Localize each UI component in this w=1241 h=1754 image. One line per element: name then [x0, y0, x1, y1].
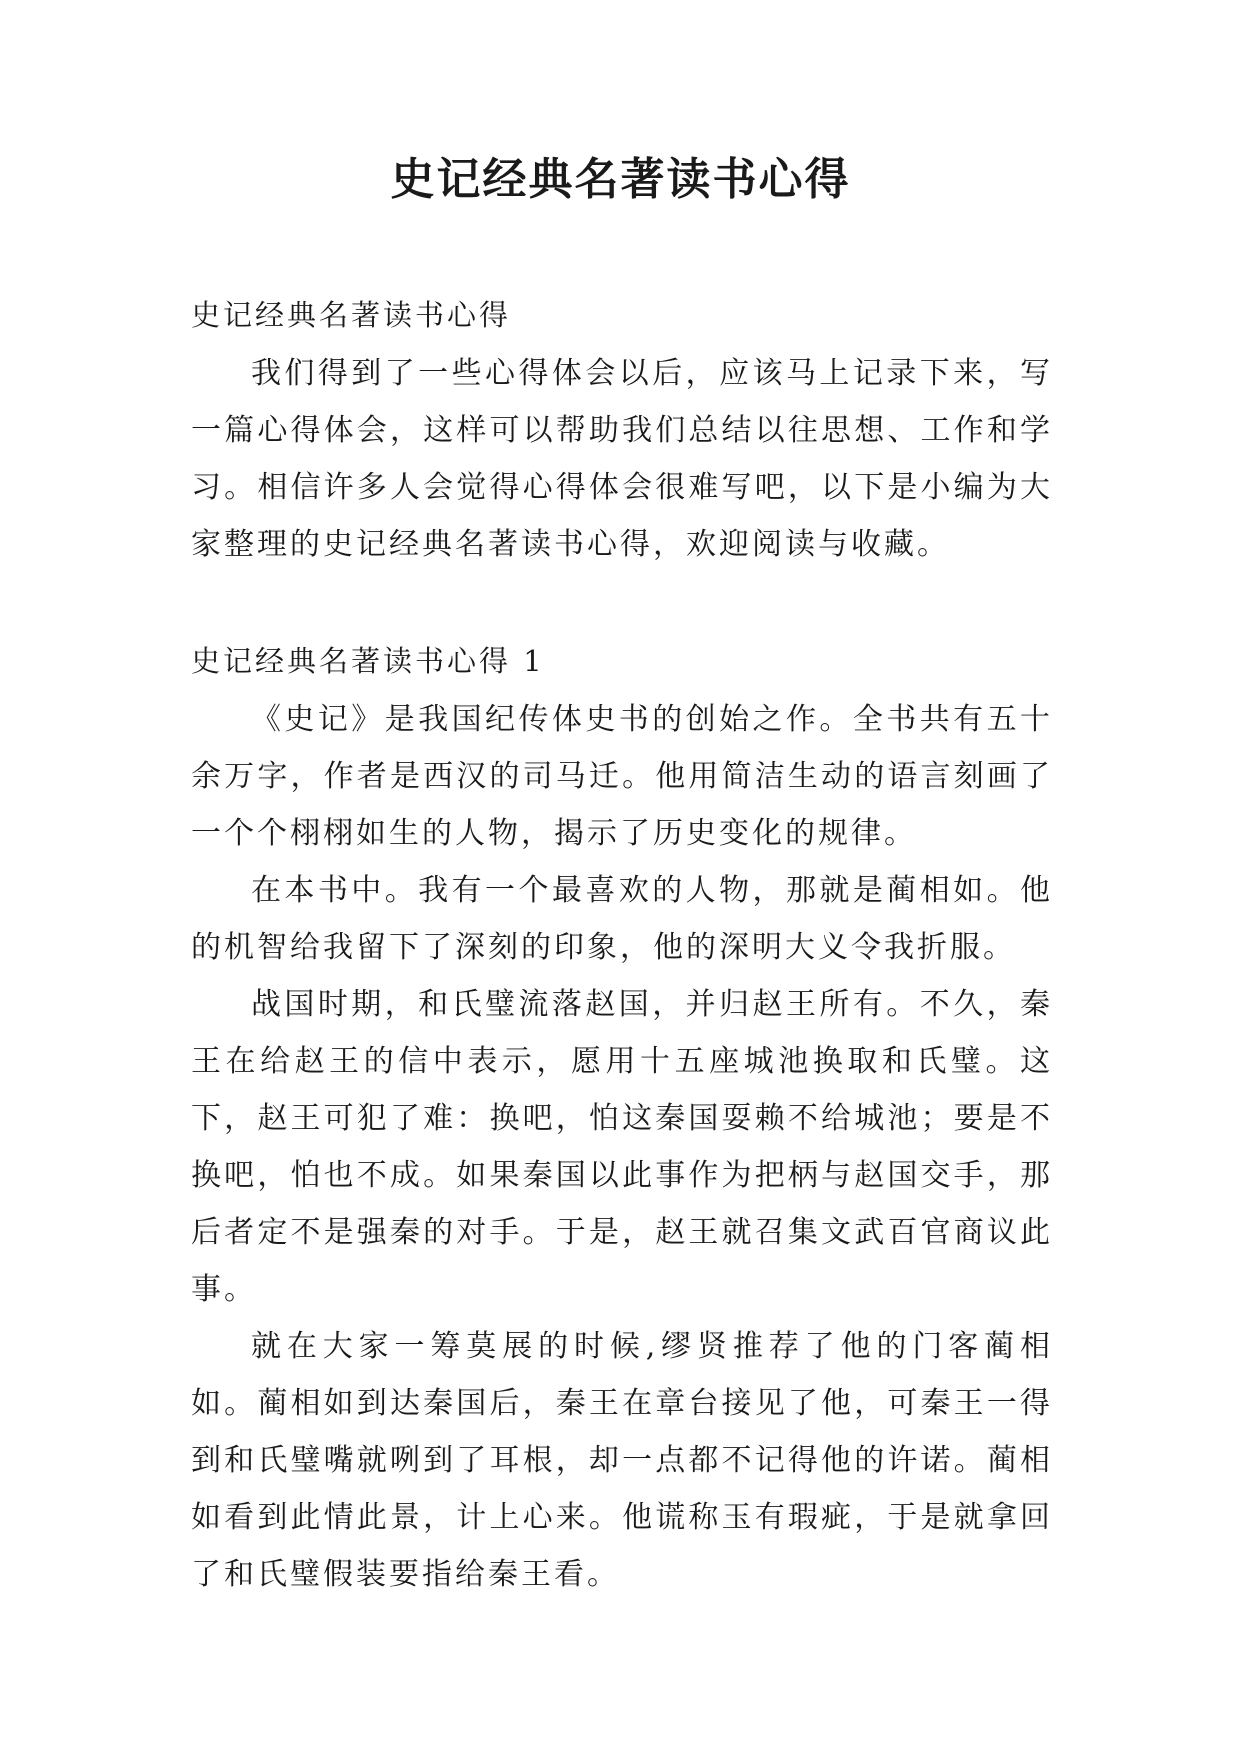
- section-spacer: [191, 573, 1053, 631]
- intro-heading: 史记经典名著读书心得: [191, 298, 512, 332]
- section-1-heading: 史记经典名著读书心得 1: [191, 644, 545, 678]
- paragraph-4: 就在大家一筹莫展的时候,缪贤推荐了他的门客蔺相如。蔺相如到达秦国后，秦王在章台接见了他，可秦王一得到和氏璧嘴就咧到了耳根，却一点都不记得他的许诺。蔺相如看到此情此景，计上心来。他谎称玉有瑕疵，于是就拿回了和氏璧假装要指给秦王看。: [191, 1329, 1053, 1592]
- paragraph-2: 在本书中。我有一个最喜欢的人物，那就是蔺相如。他的机智给我留下了深刻的印象，他的深明大义令我折服。: [191, 873, 1053, 965]
- paragraph-3: 战国时期，和氏璧流落赵国，并归赵王所有。不久，秦王在给赵王的信中表示，愿用十五座城池换取和氏璧。这下，赵王可犯了难：换吧，怕这秦国耍赖不给城池；要是不换吧，怕也不成。如果秦国以此事作为把柄与赵国交手，那后者定不是强秦的对手。于是，赵王就召集文武百官商议此事。: [191, 987, 1053, 1307]
- document-body: [191, 285, 1053, 1603]
- document-title: 史记经典名著读书心得: [390, 154, 851, 205]
- paragraph-1: 《史记》是我国纪传体史书的创始之作。全书共有五十余万字，作者是西汉的司马迁。他用简洁生动的语言刻画了一个个栩栩如生的人物，揭示了历史变化的规律。: [191, 702, 1053, 851]
- intro-paragraph: 我们得到了一些心得体会以后，应该马上记录下来，写一篇心得体会，这样可以帮助我们总结以往思想、工作和学习。相信许多人会觉得心得体会很难写吧，以下是小编为大家整理的史记经典名著读书心得，欢迎阅读与收藏。: [191, 356, 1053, 562]
